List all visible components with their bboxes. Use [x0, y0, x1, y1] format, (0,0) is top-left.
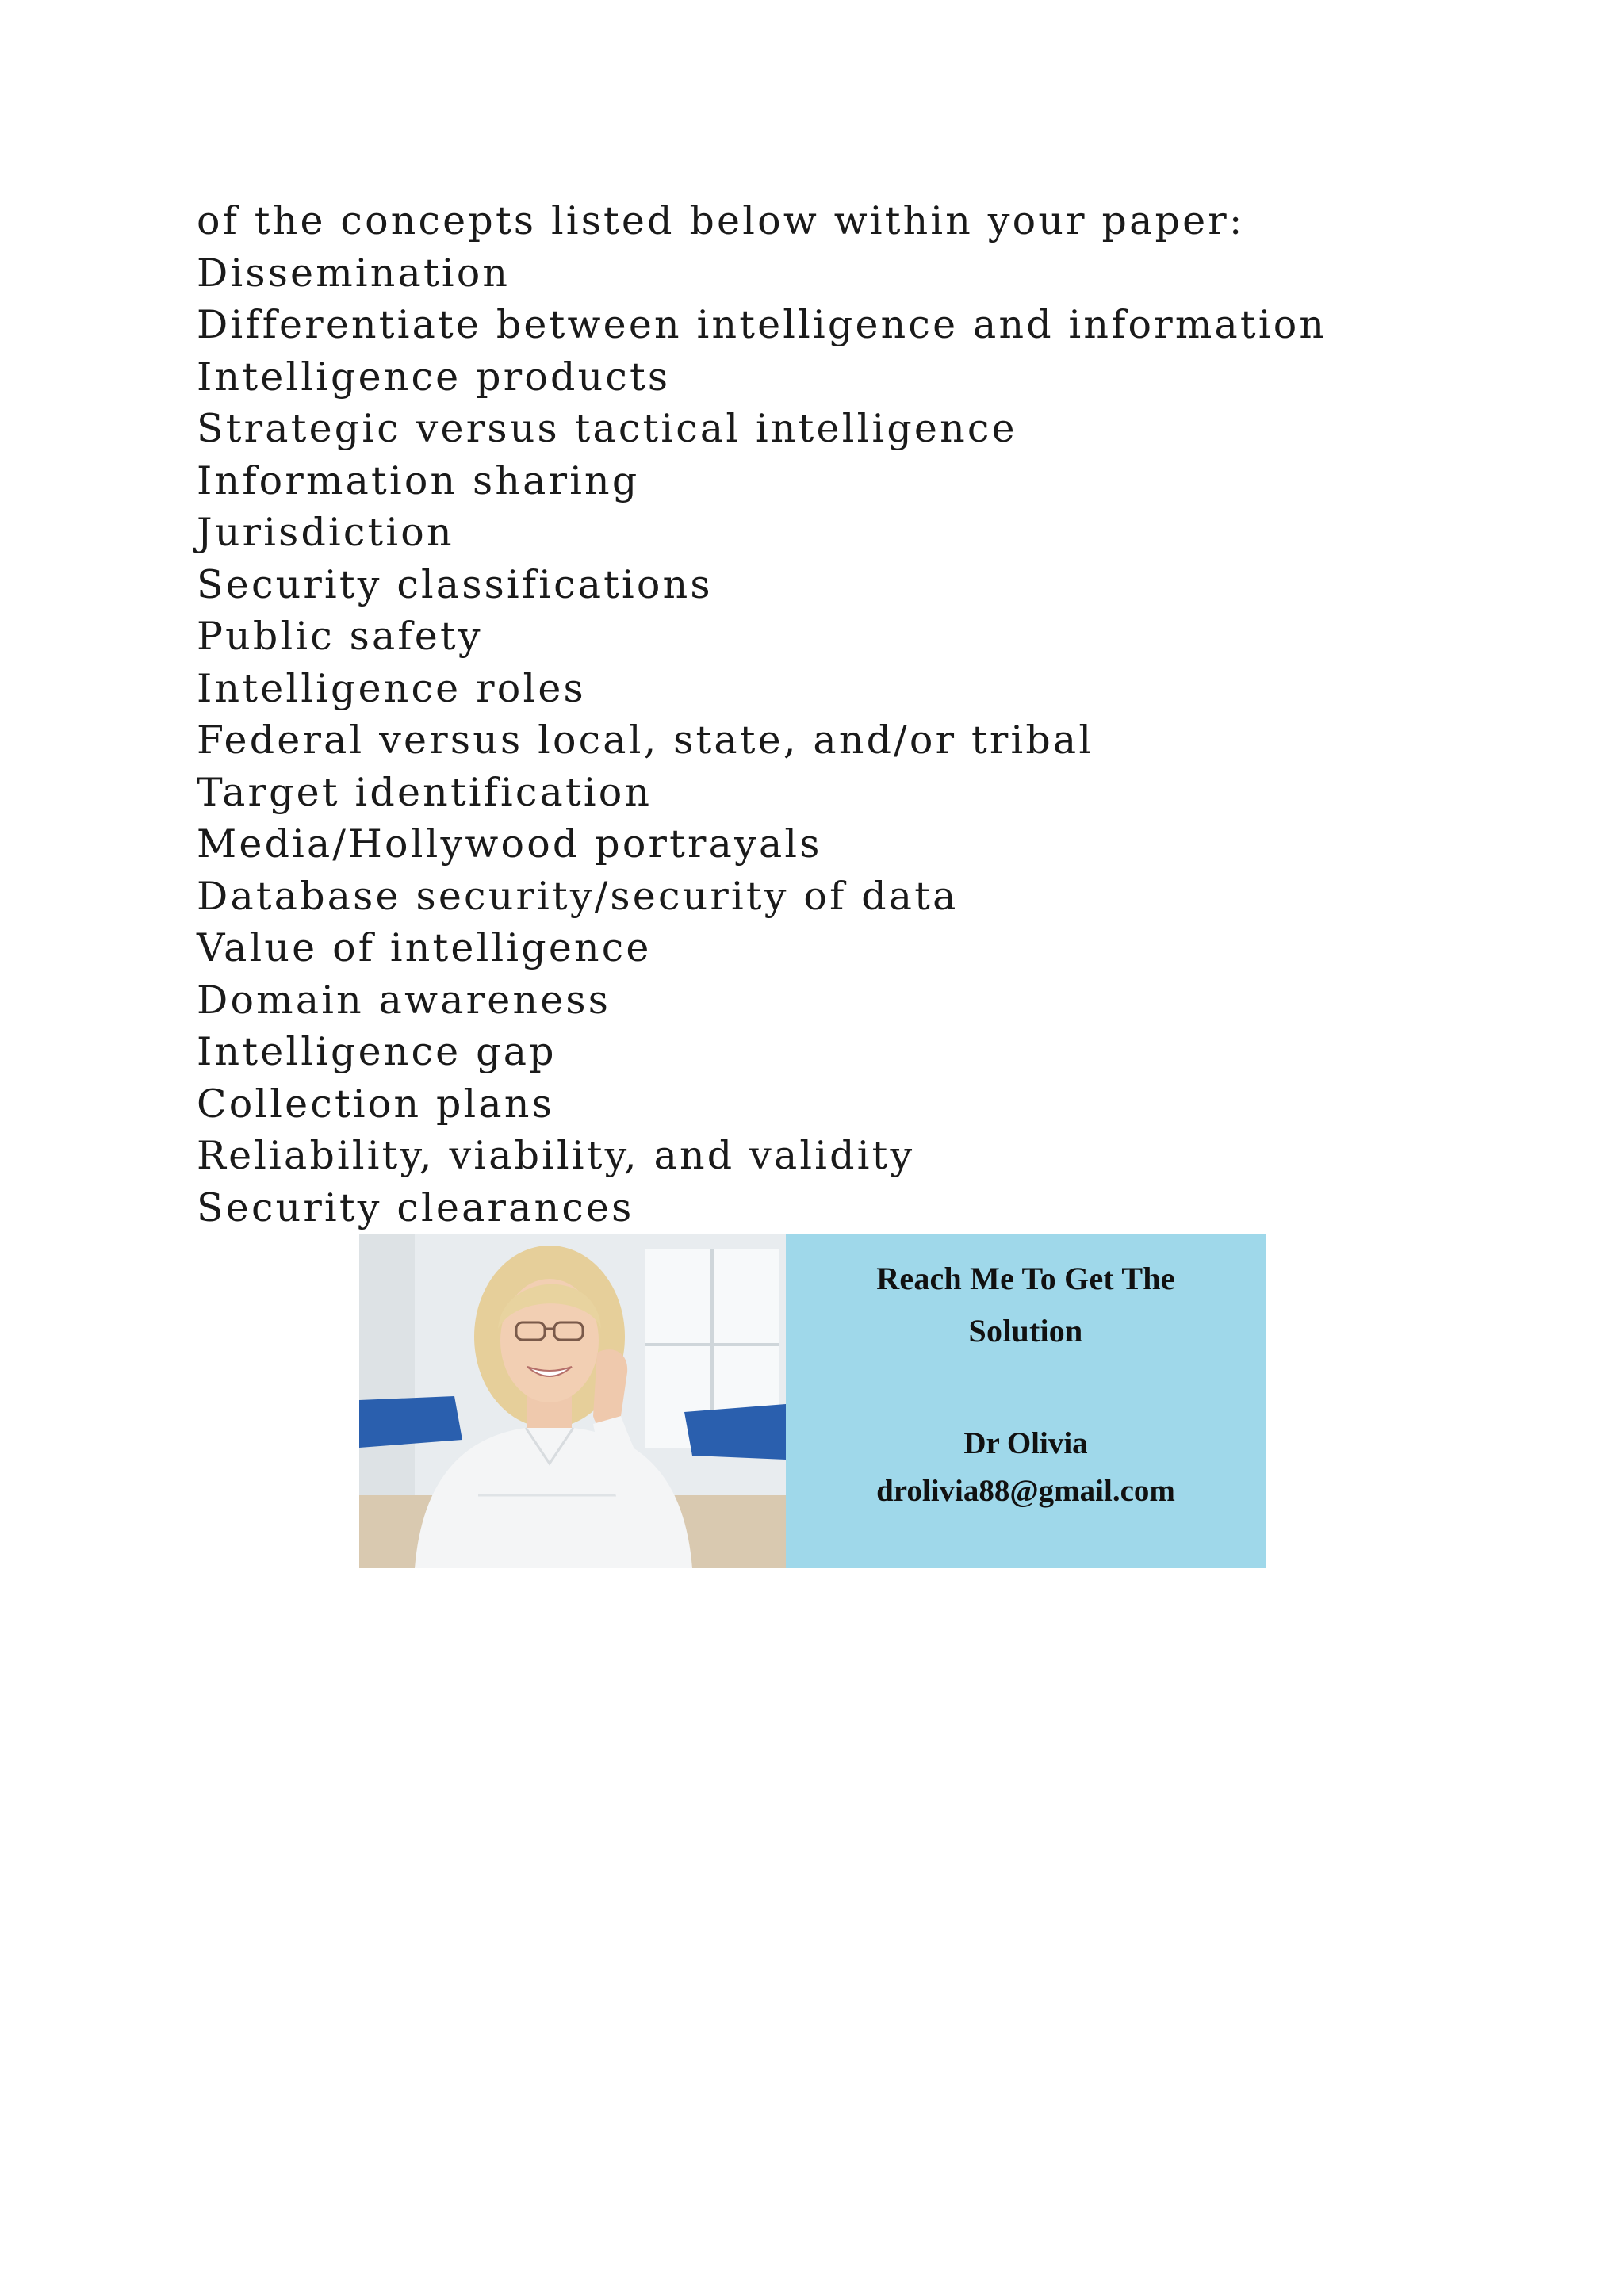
- concept-list: [197, 195, 1465, 1234]
- concept-item: Media/Hollywood portrayals: [197, 821, 822, 867]
- concept-item: Security clearances: [197, 1184, 634, 1230]
- concept-item: Target identification: [197, 769, 653, 815]
- woman-photo: [359, 1234, 786, 1568]
- concept-item: Strategic versus tactical intelligence: [197, 406, 1017, 451]
- contact-email: drolivia88@gmail.com: [876, 1474, 1175, 1508]
- concept-item: Public safety: [197, 614, 483, 659]
- woman-photo-illustration: [359, 1234, 786, 1568]
- cta-line-2: Solution: [968, 1313, 1083, 1349]
- concept-item: Intelligence gap: [197, 1029, 557, 1074]
- concept-item: Collection plans: [197, 1081, 554, 1127]
- concept-item: Jurisdiction: [197, 510, 454, 555]
- contact-name: Dr Olivia: [963, 1426, 1088, 1460]
- concept-item: Security classifications: [197, 561, 713, 607]
- contact-banner: [359, 1234, 1266, 1568]
- concept-item: Federal versus local, state, and/or tribal: [197, 718, 1094, 763]
- concept-item: Database security/security of data: [197, 873, 959, 919]
- cta-line-1: Reach Me To Get The: [876, 1261, 1175, 1296]
- contact-panel: [786, 1234, 1266, 1568]
- concept-item: Reliability, viability, and validity: [197, 1133, 915, 1178]
- concept-item: Differentiate between intelligence and information: [197, 302, 1327, 347]
- concept-item: Information sharing: [197, 457, 640, 503]
- concept-item: Value of intelligence: [197, 925, 652, 970]
- cta-text: [786, 1253, 1266, 1357]
- concept-item: Dissemination: [197, 250, 511, 296]
- intro-line: of the concepts listed below within your paper:: [197, 198, 1245, 243]
- concept-item: Domain awareness: [197, 977, 611, 1023]
- concept-item: Intelligence roles: [197, 665, 586, 711]
- concept-item: Intelligence products: [197, 354, 671, 400]
